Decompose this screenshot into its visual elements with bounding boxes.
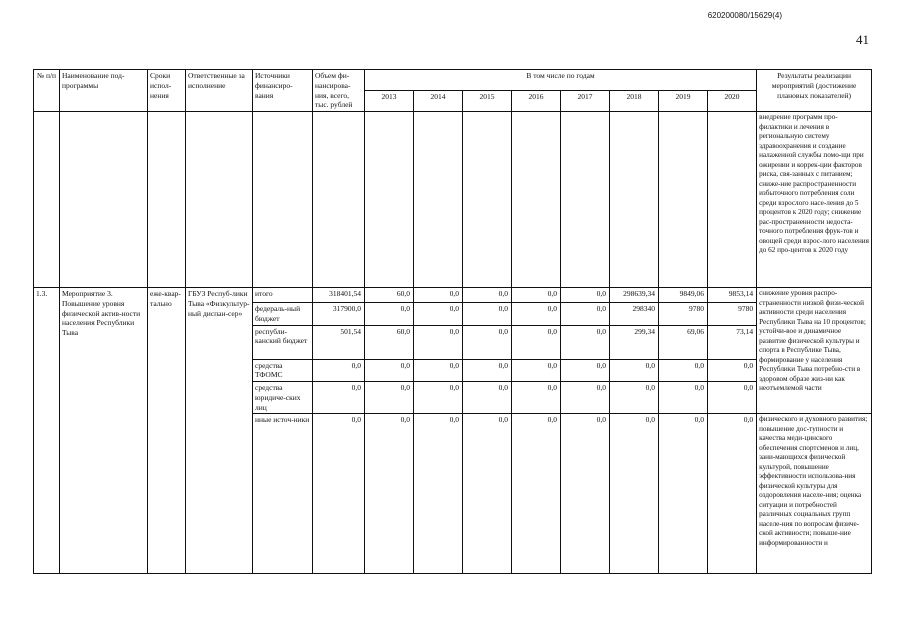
value-cell: 0,0 <box>708 414 757 574</box>
value-cell: 0,0 <box>512 288 561 303</box>
header-row <box>34 70 872 91</box>
source-cell: федераль-ный бюджет <box>253 303 313 326</box>
value-cell: 0,0 <box>561 414 610 574</box>
value-cell: 9780 <box>708 303 757 326</box>
value-cell: 0,0 <box>414 325 463 359</box>
value-cell: 0,0 <box>512 382 561 414</box>
total-cell: 317900,0 <box>313 303 365 326</box>
source-cell: итого <box>253 288 313 303</box>
value-cell: 0,0 <box>512 303 561 326</box>
measure-responsible: ГБУЗ Респуб-лики Тыва «Физкультур-ный диспан-сер» <box>186 288 253 574</box>
value-cell: 0,0 <box>659 382 708 414</box>
total-cell: 0,0 <box>313 382 365 414</box>
budget-table <box>33 69 872 574</box>
document-id: 620200080/15629(4) <box>707 11 782 20</box>
measure-name: Мероприятие 3. Повышение уровня физической актив-ности населения Республики Тыва <box>60 288 148 574</box>
value-cell: 0,0 <box>561 325 610 359</box>
continuation-result: внедрение программ про-филактики и лечения в региональную систему здравоохранения и создание налаженной службы помо-щи при ожирении и коррек-ции факторов риска, свя-занных с питанием; сниже-ние распространенности избыточного потребления соли среди взрослого насе-ления до 5 процентов к 2020 году; снижение рас-пространенности недоста-точного потребления фрук-тов и овощей среди взрос-лого населения до 62 про-центов к 2020 году <box>757 112 872 288</box>
source-cell: республи-канский бюджет <box>253 325 313 359</box>
col-num: № п/п <box>34 70 60 112</box>
value-cell: 0,0 <box>414 382 463 414</box>
value-cell: 0,0 <box>463 325 512 359</box>
value-cell: 0,0 <box>561 359 610 382</box>
value-cell: 0,0 <box>659 359 708 382</box>
value-cell: 0,0 <box>463 288 512 303</box>
value-cell: 0,0 <box>610 382 659 414</box>
measure-num: 1.3. <box>34 288 60 574</box>
value-cell: 299,34 <box>610 325 659 359</box>
value-cell: 298639,34 <box>610 288 659 303</box>
value-cell: 0,0 <box>365 359 414 382</box>
source-cell: средства ТФОМС <box>253 359 313 382</box>
value-cell: 0,0 <box>561 303 610 326</box>
value-cell: 9849,06 <box>659 288 708 303</box>
value-cell: 0,0 <box>414 359 463 382</box>
value-cell: 0,0 <box>610 414 659 574</box>
col-responsible: Ответственные за исполнение <box>186 70 253 112</box>
value-cell: 0,0 <box>463 359 512 382</box>
value-cell: 0,0 <box>512 325 561 359</box>
value-cell: 0,0 <box>463 382 512 414</box>
col-results: Результаты реализации мероприятий (достижение плановых показателей) <box>757 70 872 112</box>
year-header: 2017 <box>561 91 610 112</box>
value-cell: 0,0 <box>365 303 414 326</box>
source-cell: средства юридиче-ских лиц <box>253 382 313 414</box>
year-header: 2018 <box>610 91 659 112</box>
value-cell: 0,0 <box>708 359 757 382</box>
value-cell: 73,14 <box>708 325 757 359</box>
year-header: 2016 <box>512 91 561 112</box>
value-cell: 0,0 <box>708 382 757 414</box>
value-cell: 0,0 <box>512 359 561 382</box>
value-cell: 0,0 <box>512 414 561 574</box>
value-cell: 9853,14 <box>708 288 757 303</box>
year-header: 2019 <box>659 91 708 112</box>
total-cell: 0,0 <box>313 359 365 382</box>
value-cell: 0,0 <box>659 414 708 574</box>
col-name: Наименование под-программы <box>60 70 148 112</box>
value-cell: 298340 <box>610 303 659 326</box>
year-header: 2013 <box>365 91 414 112</box>
value-cell: 0,0 <box>610 359 659 382</box>
value-cell: 0,0 <box>414 288 463 303</box>
year-header: 2020 <box>708 91 757 112</box>
year-header: 2014 <box>414 91 463 112</box>
measure-result-top: снижение уровня распро-страненности низкой физи-ческой активности среди населения Республики Тыва на 10 процентов; устойчи-вое и динамичное развитие физической культуры и спорта в Республике Тыва, формирование у населения Республики Тыва потребно-сти в здоровом образе жиз-ни как неотъемлемой части <box>757 288 872 414</box>
value-cell: 0,0 <box>463 303 512 326</box>
value-cell: 0,0 <box>365 414 414 574</box>
value-cell: 60,0 <box>365 325 414 359</box>
total-cell: 318401,54 <box>313 288 365 303</box>
page-number: 41 <box>856 32 869 47</box>
year-header: 2015 <box>463 91 512 112</box>
value-cell: 0,0 <box>414 414 463 574</box>
value-cell: 0,0 <box>463 414 512 574</box>
value-cell: 0,0 <box>561 288 610 303</box>
measure-terms: еже-квар-тально <box>148 288 186 574</box>
col-volume: Объем фи-нансирова-ния, всего, тыс. рублей <box>313 70 365 112</box>
measure-result-bottom: физического и духовного развития; повышение дос-тупности и качества меди-цинского обеспечения спортсменов и лиц, зани-мающихся физической культурой, повышение эффективности использова-ния физической культуры для оздоровления населе-ния; оценка ситуации и потребностей различных социальных групп населе-ния по вопросам физиче-ской активности; повыше-ние информированности и <box>757 414 872 574</box>
total-cell: 501,54 <box>313 325 365 359</box>
total-cell: 0,0 <box>313 414 365 574</box>
table-row <box>34 288 872 303</box>
value-cell: 60,0 <box>365 288 414 303</box>
continuation-row <box>34 112 872 288</box>
value-cell: 69,06 <box>659 325 708 359</box>
value-cell: 0,0 <box>414 303 463 326</box>
col-terms: Сроки испол-нения <box>148 70 186 112</box>
source-cell: иные источ-ники <box>253 414 313 574</box>
col-years-title: В том числе по годам <box>365 70 757 91</box>
value-cell: 9780 <box>659 303 708 326</box>
col-sources: Источники финансиро-вания <box>253 70 313 112</box>
value-cell: 0,0 <box>561 382 610 414</box>
value-cell: 0,0 <box>365 382 414 414</box>
